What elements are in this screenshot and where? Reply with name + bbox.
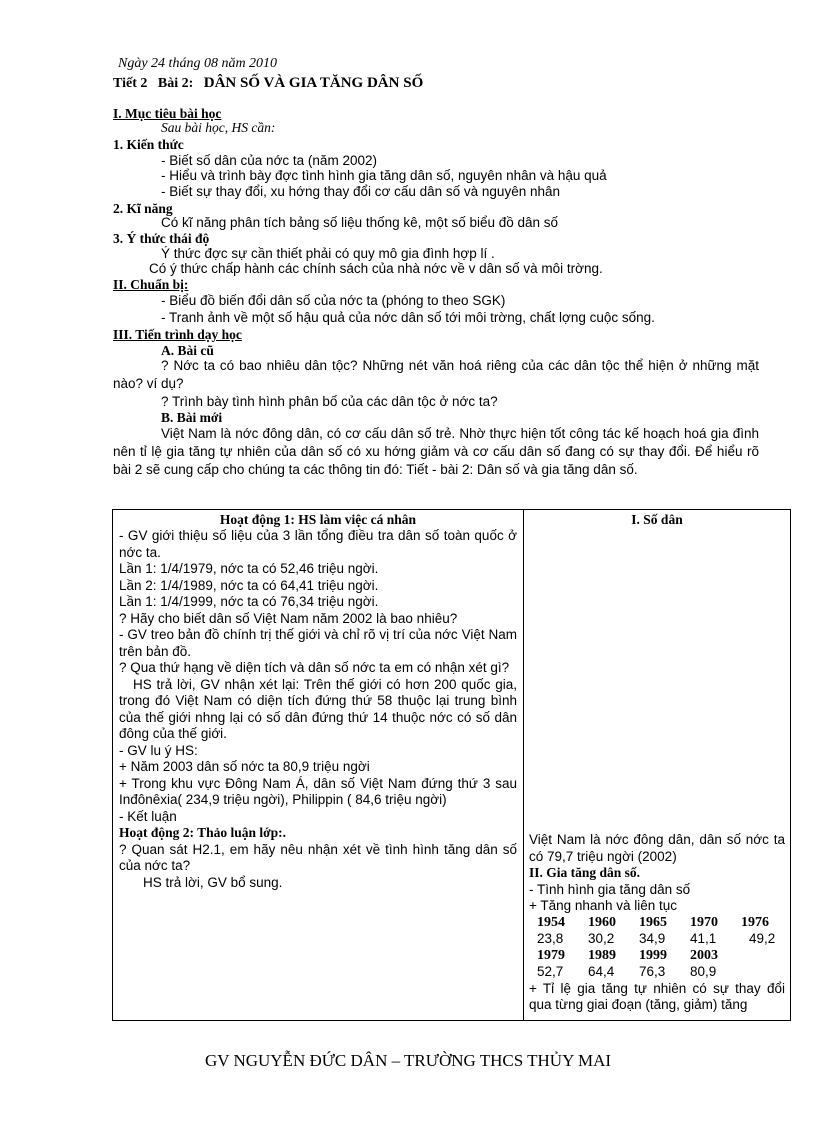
census-line: Lần 1: 1/4/1999, nớc ta có 76,34 triệu ngời. — [119, 594, 379, 609]
year-cell: 1989 — [588, 947, 616, 963]
years-row — [529, 915, 785, 932]
growth-heading: II. Gia tăng dân số. — [529, 865, 641, 880]
activity-2-heading: Hoạt động 2: Thảo luận lớp:. — [119, 825, 287, 840]
year-cell: 1954 — [537, 914, 565, 930]
lesson-number: Bài 2: — [157, 76, 194, 91]
values-row — [529, 964, 785, 981]
activity-line: ? Hãy cho biết dân số Việt Nam năm 2002 là bao nhiêu? — [119, 610, 458, 626]
skills-text: Có kĩ năng phân tích bảng số liệu thống kê, một số biểu đồ dân số — [161, 215, 559, 230]
value-cell: 64,4 — [588, 964, 615, 979]
population-text: Việt Nam là nớc đông dân, dân số nớc ta có 79,7 triệu ngời (2002) — [529, 832, 785, 864]
attitude-line: Ý thức đợc sự cần thiết phải có quy mô gia đình hợp lí . — [161, 246, 495, 261]
activity-line: HS trả lời, GV nhận xét lại: Trên thế giới có hơn 200 quốc gia, trong đó Việt Nam có diện tích đứng thứ 58 thuộc lại trung bình của thế giới nhng lại có số dân đứng thứ 14 thuộc nớc có số dân đông của thế giới. — [119, 676, 517, 741]
natural-rate-text: + Tỉ lệ gia tăng tự nhiên có sự thay đổi qua từng giai đoạn (tăng, giảm) tăng — [529, 980, 785, 1012]
value-cell: 41,1 — [690, 931, 717, 946]
prep-item: - Tranh ảnh về một số hậu quả của nớc dân số tới môi trờng, chất lợng cuộc sống. — [161, 310, 655, 325]
year-cell: 1965 — [639, 914, 667, 930]
year-cell: 2003 — [690, 947, 718, 963]
year-cell: 1960 — [588, 914, 616, 930]
value-cell: 49,2 — [749, 931, 776, 946]
prep-item: - Biểu đồ biến đổi dân số của nớc ta (phóng to theo SGK) — [161, 293, 506, 308]
year-cell: 1979 — [537, 947, 565, 963]
value-cell: 23,8 — [537, 931, 564, 946]
activity-1-heading: Hoạt động 1: HS làm việc cá nhân — [219, 512, 417, 527]
census-line: Lần 2: 1/4/1989, nớc ta có 64,41 triệu ngời. — [119, 577, 379, 593]
attitude-heading: 3. Ý thức thái độ — [113, 231, 210, 246]
page-footer: GV NGUYỄN ĐỨC DÂN – TRƯỜNG THCS THỦY MAI — [204, 1051, 612, 1070]
lesson-period: Tiết 2 — [113, 76, 148, 91]
values-row — [529, 931, 785, 948]
new-lesson-heading: B. Bài mới — [161, 410, 223, 425]
activity-line: - Kết luận — [119, 808, 177, 824]
lesson-header — [113, 75, 423, 92]
year-cell: 1999 — [639, 947, 667, 963]
activity-line: + Trong khu vực Đông Nam Á, dân số Việt Nam đứng thứ 3 sau Inđônêxia( 234,9 triệu ngời), Philippin ( 84,6 triệu ngời) — [119, 775, 517, 807]
attitude-line: Có ý thức chấp hành các chính sách của nhà nớc về v dân số và môi trờng. — [149, 261, 603, 276]
growth-trend: + Tăng nhanh và liên tục — [529, 898, 677, 913]
section-i-heading: I. Mục tiêu bài học — [113, 106, 222, 121]
activity-line: HS trả lời, GV bổ sung. — [143, 874, 283, 890]
left-column-content — [119, 528, 517, 891]
value-cell: 80,9 — [690, 964, 717, 979]
activity-line: ? Qua thứ hạng về diện tích và dân số nớc ta em có nhận xét gì? — [119, 660, 510, 675]
activity-line: - GV lu ý HS: — [119, 742, 198, 758]
activity-line: ? Quan sát H2.1, em hãy nêu nhận xét về tình hình tăng dân số của nớc ta? — [119, 841, 517, 873]
lesson-title: DÂN SỐ VÀ GIA TĂNG DÂN SỐ — [203, 75, 424, 91]
section-ii-heading: II. Chuẩn bị: — [113, 277, 189, 292]
year-cell: 1970 — [690, 914, 718, 930]
old-lesson-question: ? Nớc ta có bao nhiêu dân tộc? Những nét văn hoá riêng của các dân tộc thể hiện ở những mặt nào? ví dụ? — [113, 358, 759, 391]
lesson-table — [112, 509, 791, 1021]
population-heading: I. Số dân — [631, 512, 683, 527]
knowledge-item: - Biết số dân của nớc ta (năm 2002) — [161, 153, 377, 168]
activity-line: - GV treo bản đồ chính trị thế giới và chỉ rõ vị trí của nớc Việt Nam trên bản đồ. — [119, 627, 517, 659]
right-column-content — [529, 832, 785, 1014]
section-iii-heading: III. Tiến trình dạy học — [113, 327, 242, 342]
knowledge-item: - Hiểu và trình bày đợc tình hình gia tăng dân số, nguyên nhân và hậu quả — [161, 168, 607, 183]
growth-situation: - Tình hình gia tăng dân số — [529, 881, 691, 897]
knowledge-item: - Biết sự thay đổi, xu hớng thay đổi cơ cấu dân số và nguyên nhân — [161, 184, 560, 199]
value-cell: 34,9 — [639, 931, 666, 946]
new-lesson-intro: Việt Nam là nớc đông dân, có cơ cấu dân số trẻ. Nhờ thực hiện tốt công tác kế hoạch hoá gia đình nên tỉ lệ gia tăng tự nhiên của dân số có xu hớng giảm và cơ cấu dân số đang có sự thay đổi. Để hiểu rõ bài 2 sẽ cung cấp cho chúng ta các thông tin đó: Tiết - bài 2: Dân số và gia tăng dân số. — [113, 426, 759, 477]
old-lesson-heading: A. Bài cũ — [161, 343, 214, 358]
knowledge-heading: 1. Kiến thức — [113, 137, 184, 152]
date-line: Ngày 24 tháng 08 năm 2010 — [118, 56, 278, 71]
table-column-divider — [523, 510, 524, 1020]
old-lesson-question: ? Trình bày tình hình phân bố của các dân tộc ở nớc ta? — [161, 394, 498, 409]
activity-line: + Năm 2003 dân số nớc ta 80,9 triệu ngời — [119, 759, 370, 774]
section-i-intro: Sau bài học, HS cần: — [161, 120, 276, 135]
census-line: Lần 1: 1/4/1979, nớc ta có 52,46 triệu ngời. — [119, 561, 379, 576]
value-cell: 30,2 — [588, 931, 615, 946]
years-row — [529, 948, 785, 965]
skills-heading: 2. Kĩ năng — [113, 201, 173, 216]
year-cell: 1976 — [741, 914, 769, 930]
value-cell: 52,7 — [537, 964, 564, 979]
value-cell: 76,3 — [639, 964, 666, 979]
activity-line: - GV giới thiệu số liệu của 3 lần tổng điều tra dân số toàn quốc ở nớc ta. — [119, 528, 517, 560]
